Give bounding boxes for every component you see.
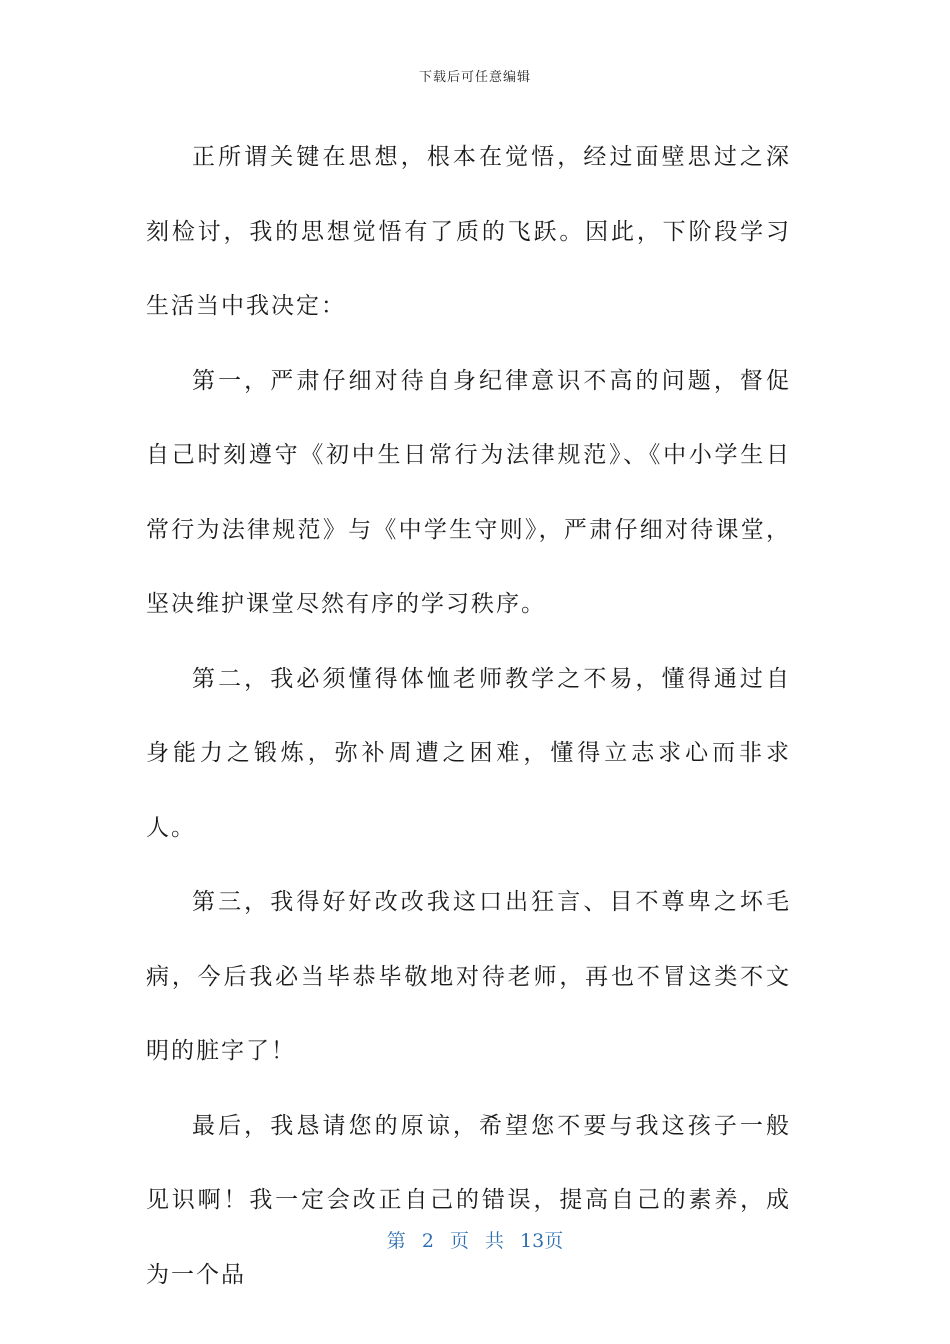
- page-footer: 第 2 页 共 13页: [386, 1230, 564, 1252]
- document-body: [146, 120, 791, 1312]
- page-header: 下载后可任意编辑: [418, 70, 531, 85]
- paragraph-1: 正所谓关键在思想，根本在觉悟，经过面壁思过之深刻检讨，我的思想觉悟有了质的飞跃。因此，下阶段学习生活当中我决定：: [146, 144, 791, 319]
- paragraph-4: 第三，我得好好改改我这口出狂言、目不尊卑之坏毛病，今后我必当毕恭毕敬地对待老师，再也不冒这类不文明的脏字了！: [146, 889, 791, 1064]
- paragraph-3: 第二，我必须懂得体恤老师教学之不易，懂得通过自身能力之锻炼，弥补周遭之困难，懂得立志求心而非求人。: [146, 665, 791, 841]
- paragraph-5: 最后，我恳请您的原谅，希望您不要与我这孩子一般见识啊！我一定会改正自己的错误，提高自己的素养，成为一个品: [146, 1112, 791, 1288]
- paragraph-2: 第一，严肃仔细对待自身纪律意识不高的问题，督促自己时刻遵守《初中生日常行为法律规范》、《中小学生日常行为法律规范》与《中学生守则》，严肃仔细对待课堂，坚决维护课堂尽然有序的学习秩序。: [146, 367, 791, 617]
